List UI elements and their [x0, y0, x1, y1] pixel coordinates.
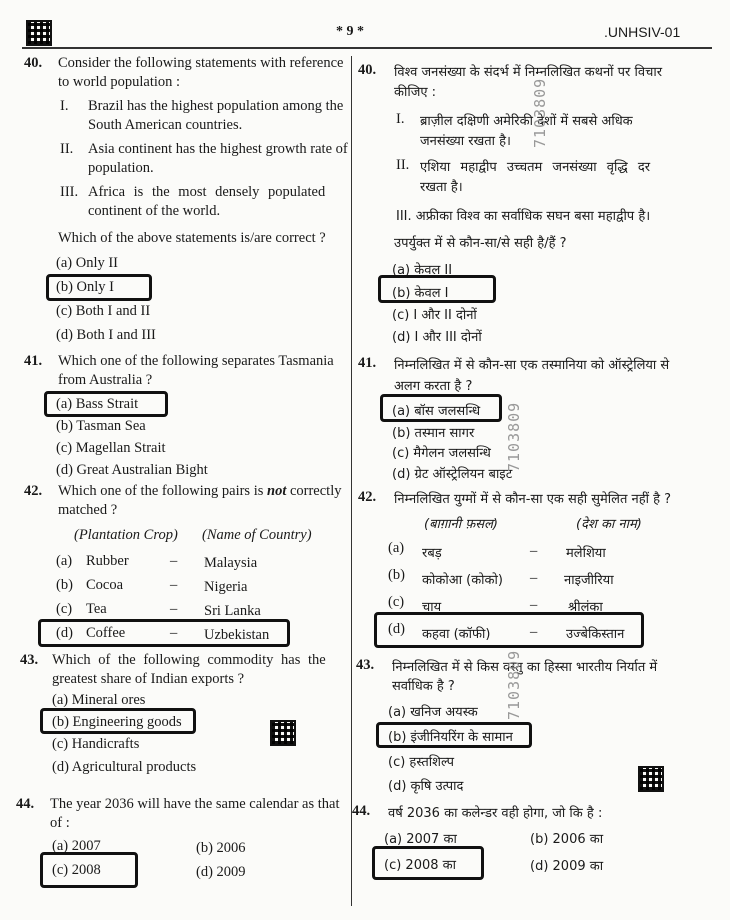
statement-text: जनसंख्या रखता है। [420, 134, 511, 149]
statement-number: II. [396, 157, 410, 173]
option-b[interactable]: (b) 2006 का [530, 832, 604, 847]
country-name: Nigeria [204, 579, 248, 595]
pair-dash: – [530, 597, 538, 613]
option-a[interactable]: (a) बॉस जलसन्धि [392, 404, 481, 419]
option-a[interactable]: (a) 2007 का [384, 832, 457, 847]
serial-stamp: 7103809 [531, 77, 549, 148]
question-stem: of : [50, 815, 70, 831]
question-stem: कीजिए : [394, 85, 437, 100]
option-d[interactable]: (d) ग्रेट ऑस्ट्रेलियन बाइट [392, 467, 513, 482]
pair-dash: – [530, 543, 538, 559]
option-label[interactable]: (a) [56, 553, 73, 569]
pair-dash: – [530, 624, 538, 640]
option-label[interactable]: (d) [388, 621, 405, 637]
answer-mark [46, 274, 152, 301]
stem-text: Which one of the following pairs is [58, 483, 264, 499]
qr-code-icon [26, 20, 52, 46]
question-number: 43. [356, 657, 375, 673]
option-d[interactable]: (d) I और III दोनों [392, 330, 482, 345]
option-c[interactable]: (c) 2008 का [384, 858, 456, 873]
option-b[interactable]: (b) Only I [56, 279, 114, 295]
question-stem: निम्नलिखित में से किस वस्तु का हिस्सा भारतीय निर्यात में [392, 660, 658, 675]
statement-text: Brazil has the highest population among the [88, 98, 344, 114]
statement-text: ब्राज़ील दक्षिणी अमेरिकी देशों में सबसे अधिक [420, 114, 633, 129]
option-c[interactable]: (c) 2008 [52, 862, 101, 878]
statement-text: एशिया महाद्वीप उच्चतम जनसंख्या वृद्धि दर [420, 160, 651, 175]
option-a[interactable]: (a) खनिज अयस्क [388, 705, 478, 720]
question-number: 41. [358, 355, 377, 371]
country-name: मलेशिया [566, 546, 606, 561]
question-number: 40. [358, 62, 377, 78]
question-number: 40. [24, 55, 43, 71]
option-label[interactable]: (b) [388, 567, 405, 583]
statement-text: continent of the world. [88, 203, 221, 219]
option-c[interactable]: (c) मैगेलन जलसन्धि [392, 446, 491, 461]
option-b[interactable]: (b) इंजीनियरिंग के सामान [388, 730, 513, 745]
answer-mark [40, 708, 196, 734]
question-stem: Which one of the following separates Tasmania [58, 353, 334, 369]
question-stem: to world population : [58, 74, 181, 90]
option-label[interactable]: (c) [388, 594, 405, 610]
option-d[interactable]: (d) Agricultural products [52, 759, 197, 775]
column-divider [351, 56, 352, 906]
column-header-crop: (Plantation Crop) [74, 527, 178, 543]
statement-text: III. अफ्रीका विश्व का सर्वाधिक सघन बसा महाद्वीप है। [396, 209, 651, 224]
crop-name: Coffee [86, 625, 126, 641]
option-d[interactable]: (d) 2009 [196, 864, 246, 880]
pair-dash: – [530, 570, 538, 586]
question-number: 41. [24, 353, 43, 369]
option-a[interactable]: (a) केवल II [392, 263, 453, 278]
question-stem: Which of the following commodity has the [52, 652, 326, 668]
statement-number: I. [396, 111, 405, 127]
option-a[interactable]: (a) Bass Strait [56, 396, 139, 412]
serial-stamp: 7103809 [505, 401, 523, 472]
answer-mark [376, 722, 532, 748]
crop-name: कहवा (कॉफी) [422, 627, 491, 642]
column-header-crop: (बाग़ानी फ़सल) [424, 517, 498, 532]
question-number: 42. [24, 483, 43, 499]
answer-mark [44, 391, 168, 417]
column-header-country: (देश का नाम) [576, 517, 642, 532]
question-stem: from Australia ? [58, 372, 153, 388]
option-label[interactable]: (c) [56, 601, 73, 617]
header-rule [22, 47, 712, 49]
statement-number: I. [60, 98, 69, 114]
option-label[interactable]: (a) [388, 540, 405, 556]
question-stem: Consider the following statements with reference [58, 55, 344, 71]
crop-name: Cocoa [86, 577, 124, 593]
question-stem: वर्ष 2036 का कलेन्डर वही होगा, जो कि है : [388, 806, 603, 821]
column-header-country: (Name of Country) [202, 527, 312, 543]
question-ask: उपर्युक्त में से कौन-सा/से सही है/हैं ? [394, 236, 567, 251]
question-number: 42. [358, 489, 377, 505]
country-name: Sri Lanka [204, 603, 261, 619]
country-name: Malaysia [204, 555, 258, 571]
option-b[interactable]: (b) 2006 [196, 840, 246, 856]
option-b[interactable]: (b) तस्मान सागर [392, 426, 475, 441]
question-number: 44. [16, 796, 35, 812]
crop-name: Rubber [86, 553, 129, 569]
option-c[interactable]: (c) हस्तशिल्प [388, 755, 454, 770]
country-name: Uzbekistan [204, 627, 270, 643]
question-stem: विश्व जनसंख्या के संदर्भ में निम्नलिखित कथनों पर विचार [394, 65, 663, 80]
option-a[interactable]: (a) 2007 [52, 838, 101, 854]
crop-name: चाय [422, 600, 442, 615]
question-stem: निम्नलिखित में से कौन-सा एक तस्मानिया को ऑस्ट्रेलिया से [394, 358, 670, 373]
question-number: 43. [20, 652, 39, 668]
option-d[interactable]: (d) Great Australian Bight [56, 462, 208, 478]
answer-mark [372, 846, 484, 880]
question-number: 44. [352, 803, 371, 819]
option-d[interactable]: (d) Both I and III [56, 327, 156, 343]
stem-text: correctly [289, 483, 342, 499]
option-b[interactable]: (b) Engineering goods [52, 714, 182, 730]
question-stem: matched ? [58, 502, 118, 518]
option-c[interactable]: (c) Both I and II [56, 303, 151, 319]
option-d[interactable]: (d) 2009 का [530, 859, 604, 874]
qr-code-icon [638, 766, 664, 792]
option-c[interactable]: (c) Magellan Strait [56, 440, 166, 456]
option-a[interactable]: (a) Only II [56, 255, 119, 271]
country-name: नाइजीरिया [564, 573, 614, 588]
option-b[interactable]: (b) Tasman Sea [56, 418, 146, 434]
answer-mark [38, 619, 290, 647]
statement-number: II. [60, 141, 74, 157]
booklet-code: .UNHSIV-01 [604, 24, 681, 40]
option-c[interactable]: (c) Handicrafts [52, 736, 140, 752]
statement-text: population. [88, 160, 154, 176]
pair-dash: – [170, 553, 178, 569]
statement-text: South American countries. [88, 117, 243, 133]
question-stem [58, 483, 342, 500]
stem-emphasis: not [267, 483, 287, 499]
country-name: श्रीलंका [568, 600, 603, 615]
statement-number: III. [60, 184, 79, 200]
option-label[interactable]: (b) [56, 577, 73, 593]
question-stem: अलग करता है ? [394, 379, 473, 394]
answer-mark [40, 852, 138, 888]
option-b[interactable]: (b) केवल I [392, 286, 449, 301]
pair-dash: – [170, 601, 178, 617]
option-c[interactable]: (c) I और II दोनों [392, 308, 477, 323]
answer-mark [378, 275, 496, 303]
pair-dash: – [170, 577, 178, 593]
country-name: उज्बेकिस्तान [566, 627, 625, 642]
question-stem: निम्नलिखित युग्मों में से कौन-सा एक सही सुमेलित नहीं है ? [394, 492, 672, 507]
option-a[interactable]: (a) Mineral ores [52, 692, 146, 708]
crop-name: कोकोआ (कोको) [422, 573, 503, 588]
pair-dash: – [170, 625, 178, 641]
question-stem: greatest share of Indian exports ? [52, 671, 245, 687]
statement-text: Africa is the most densely populated [88, 184, 326, 200]
answer-mark [374, 612, 644, 648]
crop-name: Tea [86, 601, 107, 617]
option-label[interactable]: (d) [56, 625, 73, 641]
question-ask: Which of the above statements is/are correct ? [58, 230, 326, 246]
page-number: * 9 * [336, 24, 364, 39]
statement-text: Asia continent has the highest growth rate of [88, 141, 348, 157]
statement-text: रखता है। [420, 180, 463, 195]
crop-name: रबड़ [422, 546, 442, 561]
serial-stamp: 7103809 [505, 649, 523, 720]
qr-code-icon [270, 720, 296, 746]
option-d[interactable]: (d) कृषि उत्पाद [388, 779, 464, 794]
question-stem: सर्वाधिक है ? [392, 679, 455, 694]
question-stem: The year 2036 will have the same calendar as that [50, 796, 340, 812]
answer-mark [380, 394, 502, 422]
